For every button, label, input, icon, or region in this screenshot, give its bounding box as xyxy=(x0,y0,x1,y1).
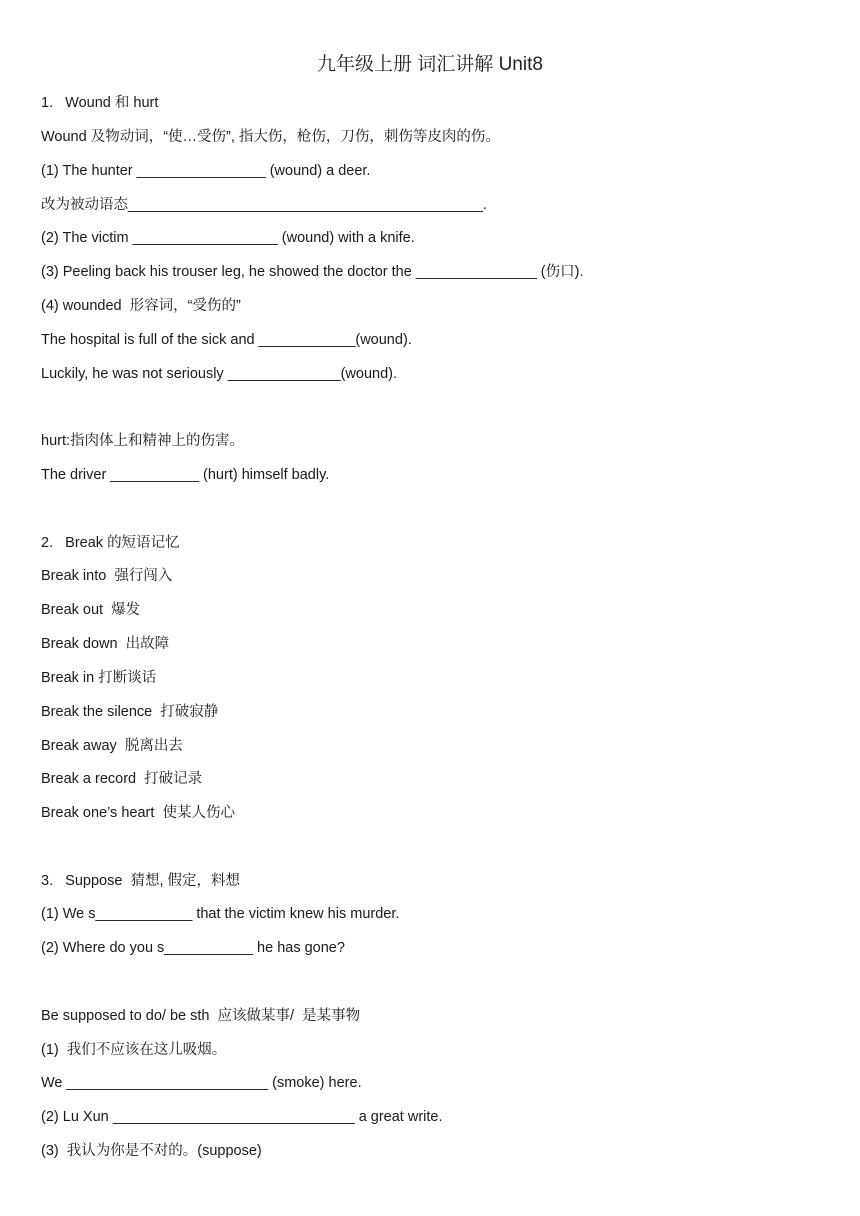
exercise-line: 改为被动语态____________________________________________. xyxy=(41,197,487,213)
exercise-line: (3) Peeling back his trouser leg, he showed the doctor the _______________ (伤口). xyxy=(41,264,584,280)
phrase-item: Break one’s heart 使某人伤心 xyxy=(41,805,235,821)
exercise-line: We _________________________ (smoke) here. xyxy=(41,1075,362,1091)
phrase-item: Break a record 打破记录 xyxy=(41,771,203,787)
phrase-item: Break down 出故障 xyxy=(41,636,170,652)
phrase-item: Break in 打断谈话 xyxy=(41,670,157,686)
exercise-line: (2) Lu Xun ______________________________ a great write. xyxy=(41,1109,443,1125)
exercise-line: Luckily, he was not seriously ______________(wound). xyxy=(41,366,398,382)
exercise-line: (1) The hunter ________________ (wound) a deer. xyxy=(41,163,371,179)
phrase-item: Break the silence 打破寂静 xyxy=(41,704,219,720)
exercise-line: The driver ___________ (hurt) himself badly. xyxy=(41,467,330,483)
exercise-line: (1) 我们不应该在这儿吸烟。 xyxy=(41,1042,227,1058)
phrase-item: Break away 脱离出去 xyxy=(41,738,183,754)
phrase-item: Break out 爆发 xyxy=(41,602,141,618)
exercise-line: (2) The victim __________________ (wound) with a knife. xyxy=(41,230,415,246)
phrase-item: Break into 强行闯入 xyxy=(41,568,173,584)
section-1-heading: 1. Wound 和 hurt xyxy=(41,95,159,111)
exercise-line: (1) We s____________ that the victim knew his murder. xyxy=(41,906,400,922)
text-line: hurt:指肉体上和精神上的伤害。 xyxy=(41,433,245,449)
page-title: 九年级上册 词汇讲解 Unit8 xyxy=(317,54,543,75)
section-2-heading: 2. Break 的短语记忆 xyxy=(41,535,180,551)
text-line: Be supposed to do/ be sth 应该做某事/ 是某事物 xyxy=(41,1008,361,1024)
section-3-heading: 3. Suppose 猜想, 假定，料想 xyxy=(41,873,241,889)
text-line: Wound 及物动词，“使…受伤”, 指大伤，枪伤，刀伤，刺伤等皮肉的伤。 xyxy=(41,129,500,145)
text-line: (4) wounded 形容词，“受伤的” xyxy=(41,298,241,314)
exercise-line: (3) 我认为你是不对的。(suppose) xyxy=(41,1143,262,1159)
exercise-line: The hospital is full of the sick and ____________(wound). xyxy=(41,332,412,348)
exercise-line: (2) Where do you s___________ he has gone? xyxy=(41,940,345,956)
